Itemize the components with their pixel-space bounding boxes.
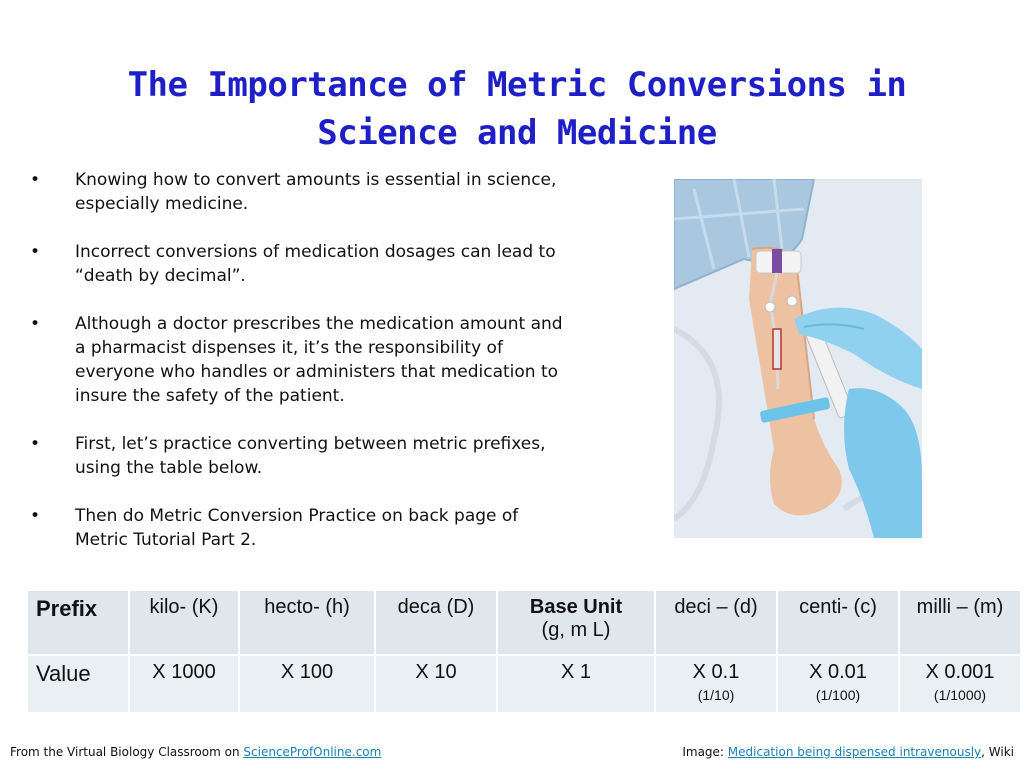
bullet-marker: • [30, 314, 41, 334]
table-cell: milli – (m) [899, 590, 1021, 655]
fraction-text: (1/10) [697, 687, 735, 703]
base-unit-sub: (g, m L) [541, 619, 611, 641]
value-text: X 1 [560, 661, 592, 683]
table-header-cell: Prefix [27, 590, 129, 655]
title-line-1: The Importance of Metric Conversions in [127, 64, 907, 105]
bullet-text: Metric Tutorial Part 2. [75, 530, 257, 550]
footer-image-credit [682, 745, 1014, 759]
bullet-text: Knowing how to convert amounts is essential in science, [75, 170, 557, 190]
value-text: X 0.1 [692, 661, 740, 683]
table-cell: deci – (d) [655, 590, 777, 655]
bullet-list [28, 168, 618, 576]
value-text: X 1000 [152, 661, 216, 683]
scienceprof-link[interactable]: ScienceProfOnline.com [243, 745, 382, 759]
bullet-marker: • [30, 170, 41, 190]
table-cell: kilo- (K) [129, 590, 239, 655]
metric-prefix-table [26, 589, 1022, 714]
image-credit-text: Image: [682, 745, 728, 759]
iv-photo [674, 179, 922, 538]
slide-title [60, 61, 974, 157]
bullet-text: Incorrect conversions of medication dosages can lead to [75, 242, 556, 262]
footer-credit [10, 745, 381, 759]
bullet-text: “death by decimal”. [75, 266, 246, 286]
bullet-item [28, 168, 618, 216]
bullet-text: First, let’s practice converting between metric prefixes, [75, 434, 546, 454]
image-source-link[interactable]: Medication being dispensed intravenously [727, 745, 982, 759]
bullet-item [28, 432, 618, 480]
bullet-text: especially medicine. [75, 194, 249, 214]
image-credit-suffix: , Wiki [981, 745, 1014, 759]
bullet-marker: • [30, 434, 41, 454]
table-cell: deca (D) [375, 590, 497, 655]
footer-credit-text: From the Virtual Biology Classroom on [10, 745, 244, 759]
table-cell [777, 655, 899, 713]
fraction-text: (1/1000) [933, 687, 987, 703]
table-row [27, 655, 1021, 713]
bullet-item [28, 312, 618, 408]
bullet-text: a pharmacist dispenses it, it’s the responsibility of [75, 338, 503, 358]
table-cell: hecto- (h) [239, 590, 375, 655]
bullet-text: Although a doctor prescribes the medication amount and [75, 314, 563, 334]
table-cell: centi- (c) [777, 590, 899, 655]
table-cell [899, 655, 1021, 713]
title-line-2: Science and Medicine [317, 112, 717, 153]
table-cell [375, 655, 497, 713]
table-header-cell: Value [27, 655, 129, 713]
bullet-marker: • [30, 506, 41, 526]
bullet-text: everyone who handles or administers that medication to [75, 362, 559, 382]
table-cell [497, 655, 655, 713]
value-text: X 100 [280, 661, 334, 683]
bullet-item [28, 504, 618, 552]
value-text: X 10 [415, 661, 457, 683]
value-text: X 0.01 [809, 661, 867, 683]
bullet-text: using the table below. [75, 458, 263, 478]
table-cell [497, 590, 655, 655]
table-row [27, 590, 1021, 655]
bullet-marker: • [30, 242, 41, 262]
fraction-text: (1/100) [815, 687, 861, 703]
value-text: X 0.001 [925, 661, 995, 683]
table-cell [655, 655, 777, 713]
bullet-text: Then do Metric Conversion Practice on back page of [75, 506, 519, 526]
bullet-text: insure the safety of the patient. [75, 386, 345, 406]
table-cell [129, 655, 239, 713]
table-cell [239, 655, 375, 713]
bullet-item [28, 240, 618, 288]
arm-with-iv-icon [674, 179, 922, 538]
base-unit-label: Base Unit [529, 596, 623, 618]
